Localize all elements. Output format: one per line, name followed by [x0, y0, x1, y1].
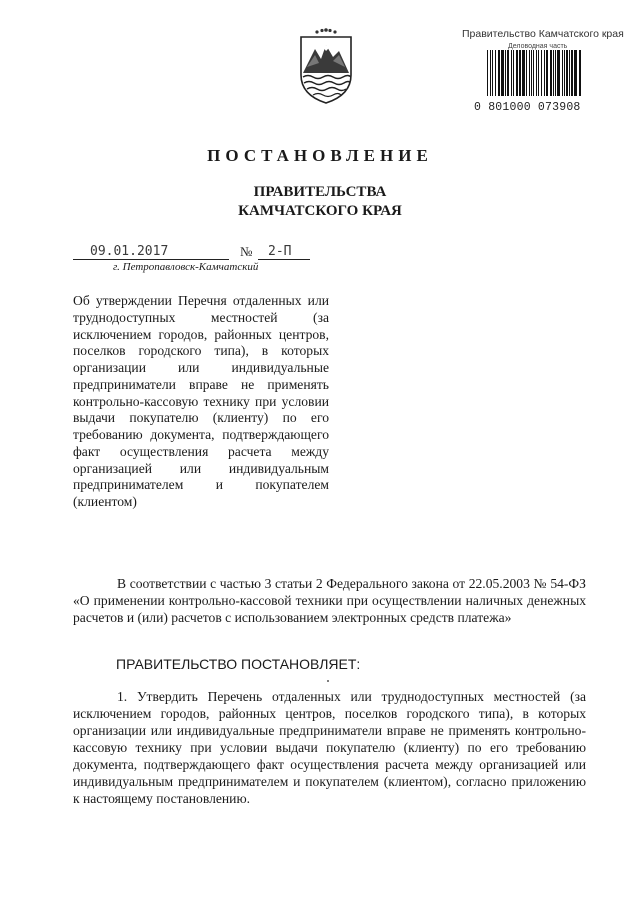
barcode-bar — [513, 50, 514, 96]
barcode-bar — [569, 50, 570, 96]
barcode-bar — [511, 50, 512, 96]
document-number: 2-П — [268, 244, 292, 259]
barcode-bar — [531, 50, 532, 96]
document-date: 09.01.2017 — [90, 244, 169, 259]
barcode-bar — [501, 50, 504, 96]
barcode-bar — [492, 50, 493, 96]
barcode — [487, 50, 581, 96]
document-type-title: ПОСТАНОВЛЕНИЕ — [207, 146, 433, 165]
barcode-bar — [522, 50, 525, 96]
barcode-bar — [533, 50, 534, 96]
barcode-bar — [544, 50, 545, 96]
barcode-bar — [516, 50, 518, 96]
number-label: № — [240, 244, 253, 259]
date-underline — [73, 259, 229, 260]
barcode-bar — [505, 50, 506, 96]
barcode-bar — [564, 50, 565, 96]
barcode-bar — [526, 50, 527, 96]
barcode-bar — [557, 50, 560, 96]
barcode-bar — [519, 50, 521, 96]
decree-item-1: 1. Утвердить Перечень отдаленных или труднодоступных местностей (за исключением городов, районных центров, поселков городского типа), в которых организации или индивидуальные предприниматели вправе не применять контрольно-кассовую технику при условии выдачи покупателю (клиенту) по его требованию документа, подтверждающего факт осуществления расчета между организацией или индивидуальным предпринимателем и покупателем (клиентом), согласно приложению к настоящему постановлению. — [73, 689, 586, 806]
barcode-bar — [495, 50, 496, 96]
barcode-bar — [574, 50, 577, 96]
registration-stamp-title: Правительство Камчатского края — [462, 28, 624, 40]
barcode-bar — [546, 50, 548, 96]
barcode-bar — [529, 50, 530, 96]
document-city: г. Петропавловск-Камчатский — [113, 261, 259, 273]
number-underline — [258, 259, 310, 260]
barcode-bar — [538, 50, 539, 96]
issuer-line-2: КАМЧАТСКОГО КРАЯ — [238, 203, 402, 219]
document-subject: Об утверждении Перечня отдаленных или труднодоступных местностей (за исключением городов, районных центров, поселков городского типа), в которых организации или индивидуальные предприниматели вправе не применять контрольно-кассовую технику при условии выдачи покупателю (клиенту) по его требованию документа, подтверждающего факт осуществления расчета между организацией или индивидуальным предпринимателем и покупателем (клиентом) — [73, 293, 329, 509]
barcode-bar — [571, 50, 573, 96]
barcode-bar — [555, 50, 556, 96]
barcode-bar — [550, 50, 552, 96]
barcode-bar — [579, 50, 581, 96]
legal-basis-paragraph: В соответствии с частью 3 статьи 2 Федерального закона от 22.05.2003 № 54-ФЗ «О применении контрольно-кассовой техники при осуществлении наличных денежных расчетов и (или) расчетов с использованием электронных средств платежа» — [73, 576, 586, 625]
barcode-bar — [507, 50, 509, 96]
issuer-name — [0, 183, 640, 221]
barcode-bar — [541, 50, 542, 96]
barcode-number: 0 801000 073908 — [474, 101, 581, 114]
scan-speck — [327, 680, 329, 682]
issuer-line-1: ПРАВИТЕЛЬСТВА — [253, 184, 387, 200]
barcode-bar — [562, 50, 563, 96]
barcode-bar — [487, 50, 488, 96]
registration-stamp-subtitle: Деловодная часть — [508, 43, 568, 50]
barcode-bar — [498, 50, 500, 96]
barcode-bar — [553, 50, 554, 96]
kamchatka-coat-of-arms-icon — [295, 27, 357, 105]
barcode-bar — [536, 50, 537, 96]
barcode-bar — [566, 50, 568, 96]
barcode-bar — [490, 50, 491, 96]
decree-heading: ПРАВИТЕЛЬСТВО ПОСТАНОВЛЯЕТ: — [116, 656, 361, 672]
